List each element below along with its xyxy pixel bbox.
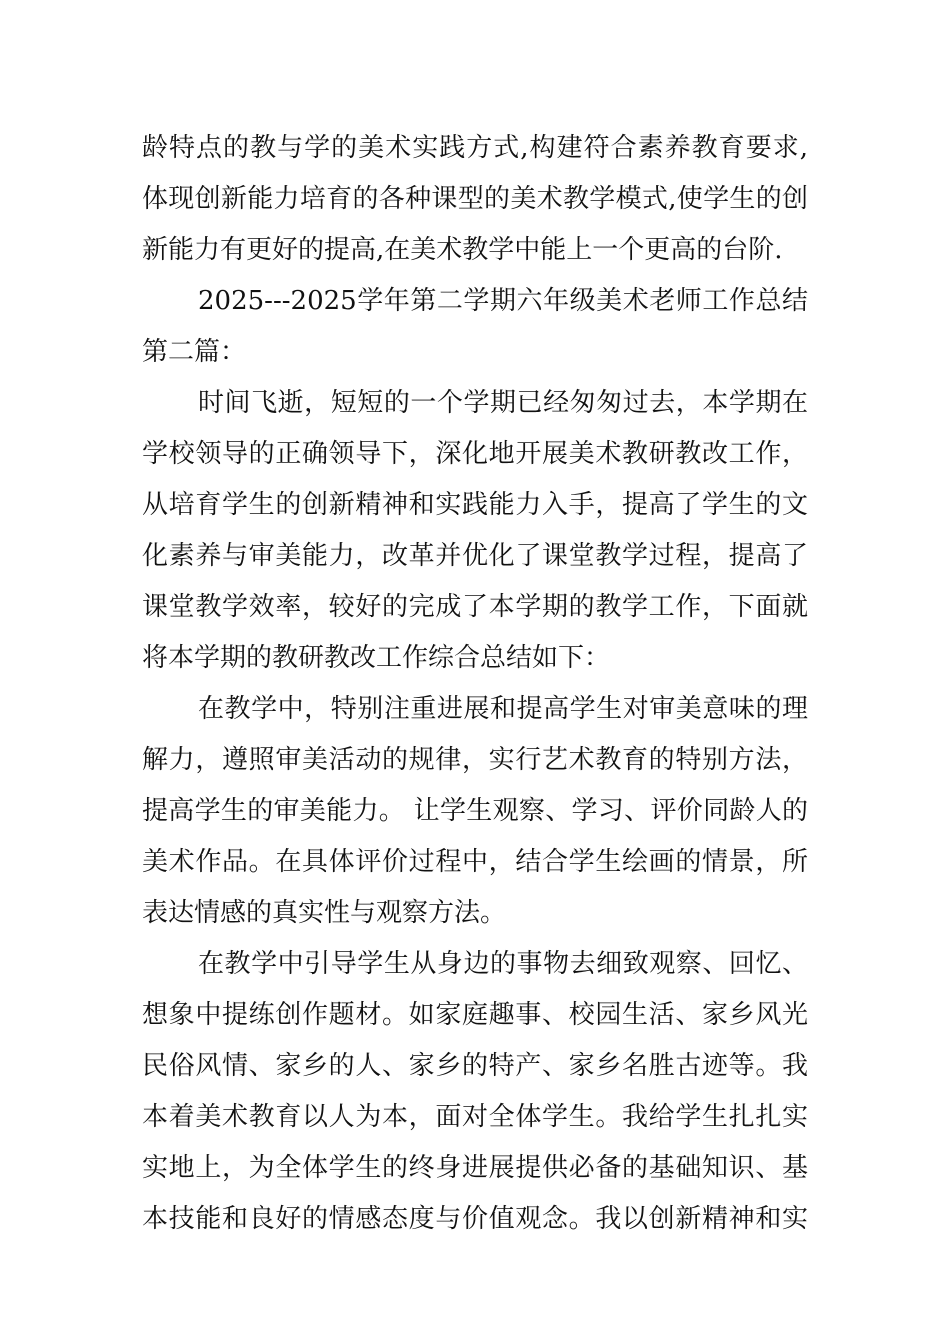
- text-line: 在教学中，特别注重进展和提高学生对审美意味的理: [198, 694, 808, 724]
- text-line: 想象中提练创作题材。如家庭趣事、校园生活、家乡风光: [142, 1000, 808, 1030]
- text-line: 在教学中引导学生从身边的事物去细致观察、回忆、: [198, 949, 808, 979]
- text-line: 表达情感的真实性与观察方法。: [142, 898, 507, 928]
- text-line: 实地上，为全体学生的终身进展提供必备的基础知识、基: [142, 1153, 808, 1183]
- text-line: 美术作品。在具体评价过程中，结合学生绘画的情景，所: [142, 847, 808, 877]
- text-line: 时间飞逝，短短的一个学期已经匆匆过去，本学期在: [198, 388, 808, 418]
- section-heading-line: 2025---2025学年第二学期六年级美术老师工作总结: [198, 286, 808, 316]
- text-line: 本着美术教育以人为本，面对全体学生。我给学生扎扎实: [142, 1102, 808, 1132]
- text-line: 龄特点的教与学的美术实践方式,构建符合素养教育要求,: [142, 133, 808, 163]
- text-line: 将本学期的教研教改工作综合总结如下：: [142, 643, 611, 673]
- document-body: [142, 123, 808, 1245]
- text-line: 提高学生的审美能力。 让学生观察、学习、评价同龄人的: [142, 796, 808, 826]
- text-line: 从培育学生的创新精神和实践能力入手，提高了学生的文: [142, 490, 808, 520]
- section-heading-line: 第二篇：: [142, 337, 247, 367]
- text-line: 学校领导的正确领导下，深化地开展美术教研教改工作，: [142, 439, 808, 469]
- text-line: 解力，遵照审美活动的规律，实行艺术教育的特别方法，: [142, 745, 808, 775]
- text-line: 本技能和良好的情感态度与价值观念。我以创新精神和实: [142, 1204, 808, 1234]
- text-line: 课堂教学效率，较好的完成了本学期的教学工作，下面就: [142, 592, 808, 622]
- text-line: 民俗风情、家乡的人、家乡的特产、家乡名胜古迹等。我: [142, 1051, 808, 1081]
- text-line: 体现创新能力培育的各种课型的美术教学模式,使学生的创: [142, 184, 808, 214]
- text-line: 化素养与审美能力，改革并优化了课堂教学过程，提高了: [142, 541, 808, 571]
- text-line: 新能力有更好的提高,在美术教学中能上一个更高的台阶.: [142, 235, 783, 265]
